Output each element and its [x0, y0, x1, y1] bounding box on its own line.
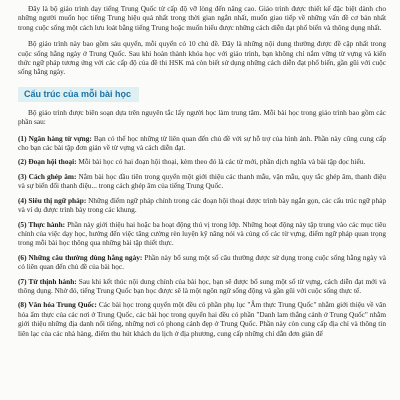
section-heading-wrap — [18, 84, 386, 102]
intro-paragraph-2: Bộ giáo trình này bao gồm sáu quyển, mỗi quyển có 10 chủ đề. Đây là những nội dung thường được đề cập nhất trong cuộc sống hằng ngày ở Trung Quốc. Sau khi hoàn thành khóa học với giáo trình, bạn không chỉ nắm vững từ vựng và kiến thức ngữ pháp tương ứng với các cấp độ của đề thi HSK mà còn biết sử dụng những cách diễn đạt phổ biến, gần gũi với cuộc sống hằng ngày. — [18, 39, 386, 77]
lesson-part-1 — [18, 134, 386, 153]
lesson-part-7 — [18, 277, 386, 296]
lesson-part-8 — [18, 300, 386, 338]
lesson-part-label: (3) Cách ghép âm: — [18, 171, 77, 181]
lesson-part-label: (7) Từ thịnh hành: — [18, 276, 77, 286]
lesson-part-text: Phần này giới thiệu hai hoặc ba hoạt động thú vị trong lớp. Những hoạt động này tập trung vào các mục tiêu chính của việc dạy học, hướng đến việc tăng cường rèn luyện kỹ năng nói và củng cố các từ vựng, điểm ngữ pháp quan trọng trong mỗi bài học thông qua những bài tập thiết thực. — [18, 219, 386, 248]
lesson-part-label: (8) Văn hóa Trung Quốc: — [18, 300, 97, 310]
lesson-part-text: Nắm bài học đầu tiên trong quyển một giới thiệu các thanh mẫu, vận mẫu, quy tắc ghép âm, thanh điệu và sự biến đổi thanh điệu... trong cách ghép âm của tiếng Trung Quốc. — [18, 171, 386, 191]
lesson-part-label: (5) Thực hành: — [18, 219, 66, 229]
lesson-part-5 — [18, 220, 386, 248]
lesson-part-text: Sau khi kết thúc nội dung chính của bài học, bạn sẽ được bổ sung một số từ vựng, cách diễn đạt mới và thông dụng. Nhờ đó, tiếng Trung Quốc bạn học được sẽ là một ngôn ngữ sống động và gần gũi với cuộc sống thực tế. — [18, 276, 386, 295]
lesson-part-text: Các bài học trong quyển một đều có phần phụ lục "Âm thực Trung Quốc" nhằm giới thiệu về văn hóa ẩm thực của các nơi ở Trung Quốc, các bài học trong quyển hai đều có phần "Danh lam thắng cảnh ở Trung Quốc" nhằm giới thiệu những địa danh nổi tiếng, những nơi có phong cảnh đẹp ở Trung Quốc. Phần này còn cung cấp địa chỉ và thông tin liên lạc của các nhà hàng, điểm thu hút khách du lịch ở địa phương, cung cấp những chỉ dẫn đơn giản để — [18, 300, 386, 338]
lesson-part-3 — [18, 172, 386, 191]
lesson-part-2 — [18, 157, 386, 166]
lesson-part-label: (6) Những câu thường dùng hằng ngày: — [18, 252, 143, 262]
page-bottom-edge — [0, 394, 400, 400]
lesson-part-label: (1) Ngân hàng từ vựng: — [18, 133, 92, 143]
lesson-part-text: Phần này bổ sung một số câu thường được sử dụng trong cuộc sống hằng ngày và có liên quan đến chủ đề của bài học. — [18, 252, 386, 272]
lesson-part-text: Những điểm ngữ pháp chính trong các đoạn hội thoại được trình bày ngắn gọn, các cấu trúc ngữ pháp và ví dụ được trình bày trong các khung. — [18, 195, 386, 215]
structure-intro: Bộ giáo trình được biên soạn dựa trên nguyên tắc lấy người học làm trung tâm. Mỗi bài học trong giáo trình bao gồm các phần sau: — [18, 107, 386, 127]
lesson-part-6 — [18, 253, 386, 272]
lesson-part-label: (4) Siêu thị ngữ pháp: — [18, 195, 87, 205]
intro-paragraph-1: Đây là bộ giáo trình dạy tiếng Trung Quốc từ cấp độ vỡ lòng đến nâng cao. Giáo trình được thiết kế đặc biệt dành cho những người muốn học tiếng Trung hiệu quả nhất trong thời gian ngắn nhất, muốn giao tiếp về những vấn đề cơ bản nhất trong cuộc sống một cách lưu loát bằng tiếng Trung hoặc muốn hiểu được những cách diễn đạt phổ biến và thông dụng nhất. — [18, 4, 386, 32]
lesson-part-text: Bạn có thể học những từ liên quan đến chủ đề với sự hỗ trợ của hình ảnh. Phần này cũng cung cấp cho bạn các bài tập đơn giản về từ vựng và cách diễn đạt. — [18, 133, 386, 153]
lesson-part-text: Mỗi bài học có hai đoạn hội thoại, kèm theo đó là các từ mới, phần dịch nghĩa và bài tập đọc hiểu. — [76, 157, 366, 167]
lesson-part-label: (2) Đoạn hội thoại: — [18, 157, 77, 167]
section-heading: Cấu trúc của mỗi bài học — [18, 87, 139, 102]
lesson-part-4 — [18, 196, 386, 215]
